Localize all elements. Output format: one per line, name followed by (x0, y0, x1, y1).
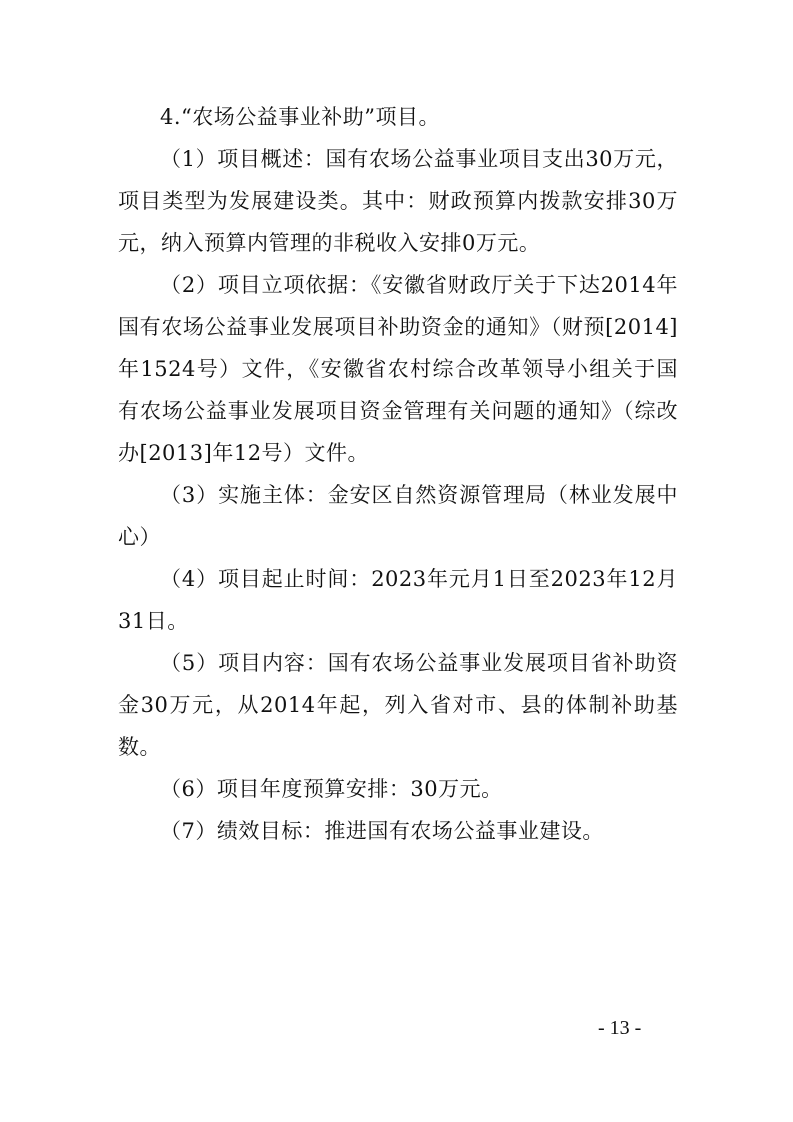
project-overview-paragraph: （1）项目概述：国有农场公益事业项目支出30万元，项目类型为发展建设类。其中：财政预算内拨款安排30万元，纳入预算内管理的非税收入安排0万元。 (118, 147, 678, 255)
page-number: - 13 - (598, 1017, 642, 1039)
project-basis-paragraph: （2）项目立项依据：《安徽省财政厅关于下达2014年国有农场公益事业发展项目补助资金的通知》（财预[2014]年1524号）文件，《安徽省农村综合改革领导小组关于国有农场公益事业发展项目资金管理有关问题的通知》（综改办[2013]年12号）文件。 (118, 273, 678, 465)
implementing-entity-paragraph: （3）实施主体：金安区自然资源管理局（林业发展中心） (118, 483, 678, 549)
project-content-paragraph: （5）项目内容：国有农场公益事业发展项目省补助资金30万元，从2014年起，列入省对市、县的体制补助基数。 (118, 651, 678, 759)
project-period-paragraph: （4）项目起止时间：2023年元月1日至2023年12月31日。 (118, 567, 678, 633)
annual-budget-paragraph: （6）项目年度预算安排：30万元。 (160, 777, 503, 801)
document-body (118, 96, 678, 852)
section-heading: 4.“农场公益事业补助”项目。 (160, 105, 441, 129)
performance-goal-paragraph: （7）绩效目标：推进国有农场公益事业建设。 (160, 819, 604, 843)
